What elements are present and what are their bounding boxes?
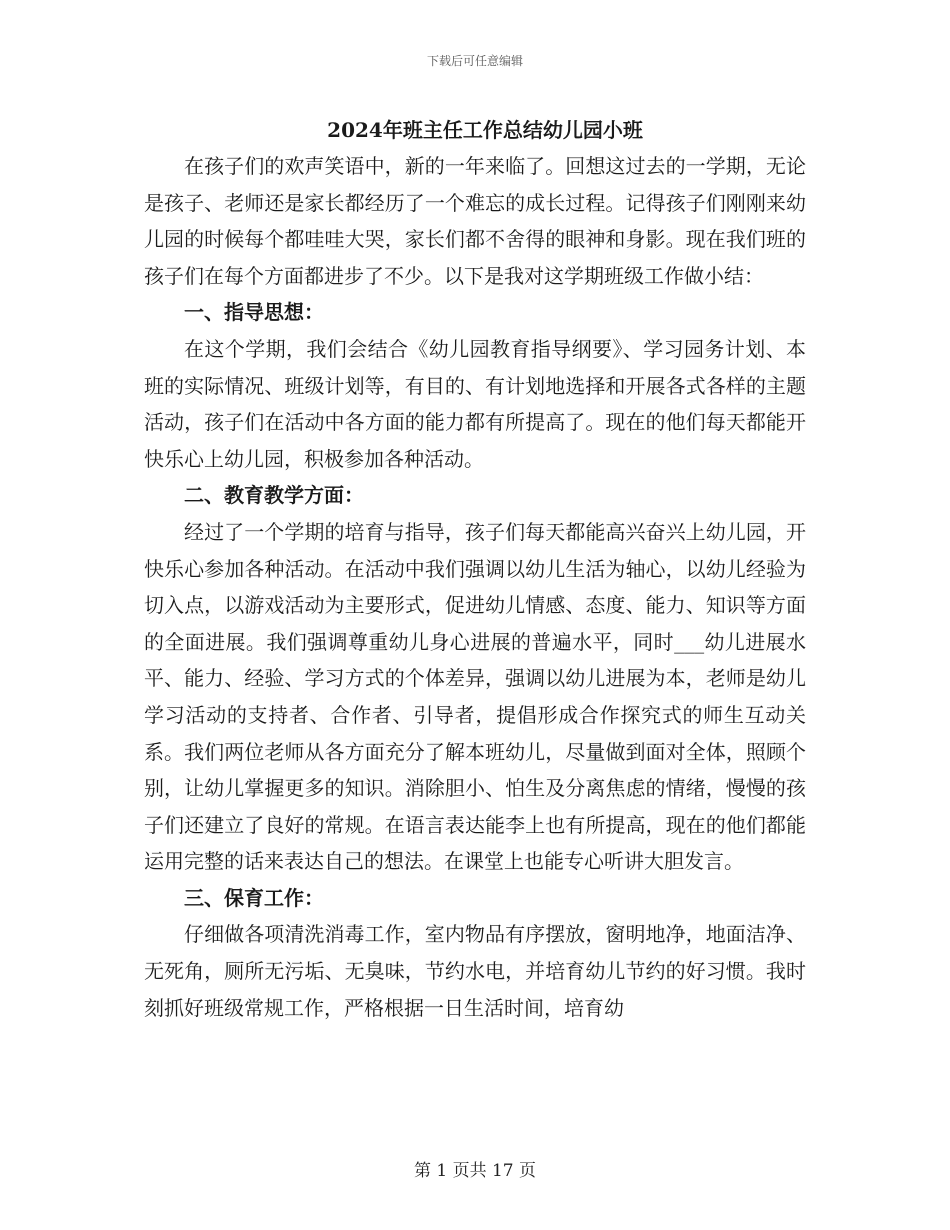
document-title: 2024年班主任工作总结幼儿园小班: [327, 118, 643, 142]
page-header-note: 下载后可任意编辑: [426, 54, 523, 68]
section-body-childcare: 仔细做各项清洗消毒工作，室内物品有序摆放，窗明地净，地面洁净、无死角，厕所无污垢、无臭味，节约水电，并培育幼儿节约的好习惯。我时刻抓好班级常规工作，严格根据一日生活时间，培育幼: [144, 922, 806, 1020]
section-body-education-teaching: 经过了一个学期的培育与指导，孩子们每天都能高兴奋兴上幼儿园，开快乐心参加各种活动。在活动中我们强调以幼儿生活为轴心，以幼儿经验为切入点，以游戏活动为主要形式，促进幼儿情感、态度、能力、知识等方面的全面进展。我们强调尊重幼儿身心进展的普遍水平，同时___幼儿进展水平、能力、经验、学习方式的个体差异，强调以幼儿进展为本，老师是幼儿学习活动的支持者、合作者、引导者，提倡形成合作探究式的师生互动关系。我们两位老师从各方面充分了解本班幼儿，尽量做到面对全体，照顾个别，让幼儿掌握更多的知识。消除胆小、怕生及分离焦虑的情绪，慢慢的孩子们还建立了良好的常规。在语言表达能李上也有所提高，现在的他们都能运用完整的话来表达自己的想法。在课堂上也能专心听讲大胆发言。: [144, 519, 806, 874]
section-heading-education-teaching: 二、教育教学方面：: [184, 483, 364, 508]
page-number-indicator: 第 1 页共 17 页: [413, 1161, 537, 1181]
intro-paragraph: 在孩子们的欢声笑语中，新的一年来临了。回想这过去的一学期，无论是孩子、老师还是家长都经历了一个难忘的成长过程。记得孩子们刚刚来幼儿园的时候每个都哇哇大哭，家长们都不舍得的眼神和身影。现在我们班的孩子们在每个方面都进步了不少。以下是我对这学期班级工作做小结：: [144, 154, 806, 288]
section-body-guiding-thought: 在这个学期，我们会结合《幼儿园教育指导纲要》、学习园务计划、本班的实际情况、班级计划等，有目的、有计划地选择和开展各式各样的主题活动，孩子们在活动中各方面的能力都有所提高了。现在的他们每天都能开快乐心上幼儿园，积极参加各种活动。: [144, 336, 806, 471]
section-heading-guiding-thought: 一、指导思想：: [184, 300, 324, 325]
section-heading-childcare: 三、保育工作：: [184, 885, 324, 910]
document-body: [144, 112, 806, 1026]
